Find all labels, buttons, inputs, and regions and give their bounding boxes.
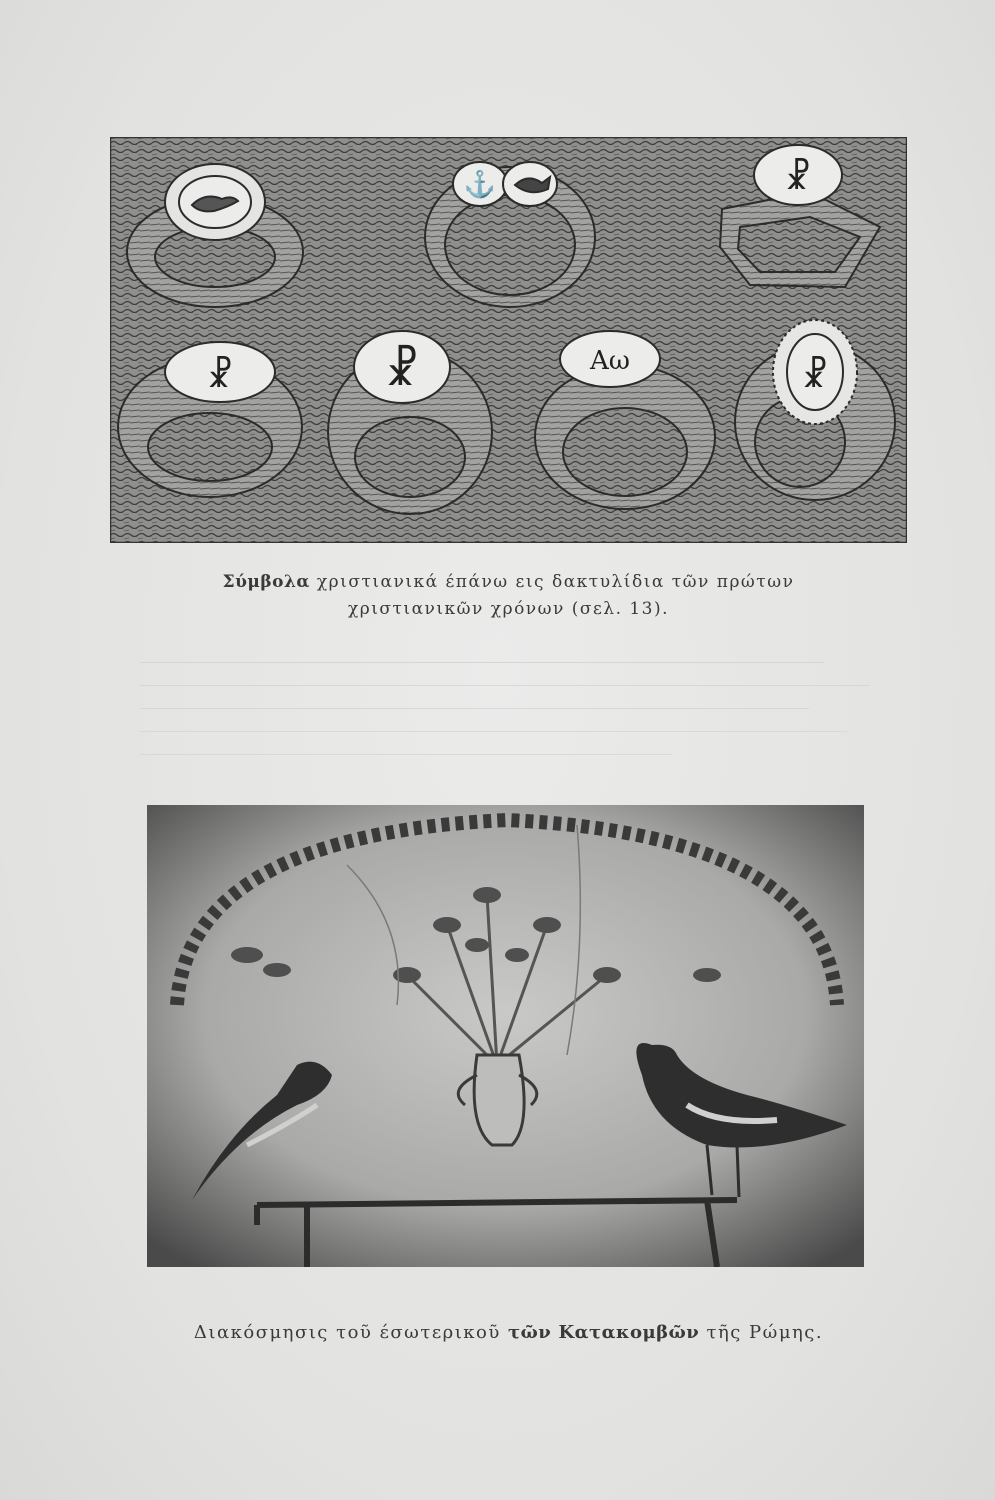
rings-engraving — [110, 137, 907, 543]
chi-rho-icon: ☧ — [784, 158, 812, 198]
rings-caption-line1 — [110, 572, 907, 592]
svg-text:☧: ☧ — [801, 356, 829, 396]
catacomb-fresco-photo — [147, 805, 864, 1267]
alpha-omega-text: Αω — [590, 346, 630, 376]
anchor-icon: ⚓ — [463, 170, 497, 200]
rings-caption-emphasis: Σύμβολα — [222, 572, 310, 592]
rings-caption-rest: χριστιανικά έπάνω εις δακτυλίδια τῶν πρώτων — [316, 572, 795, 592]
svg-text:☧: ☧ — [206, 356, 234, 396]
bleed-through-text — [140, 640, 900, 755]
fresco-caption: Διακόσμησις τοῦ έσωτερικοῦ τῶν Κατακομβῶν τῆς Ρώμης. — [193, 1322, 824, 1343]
rings-caption-line2: χριστιανικῶν χρόνων (σελ. 13). — [347, 599, 670, 619]
svg-text:☧: ☧ — [384, 345, 420, 396]
